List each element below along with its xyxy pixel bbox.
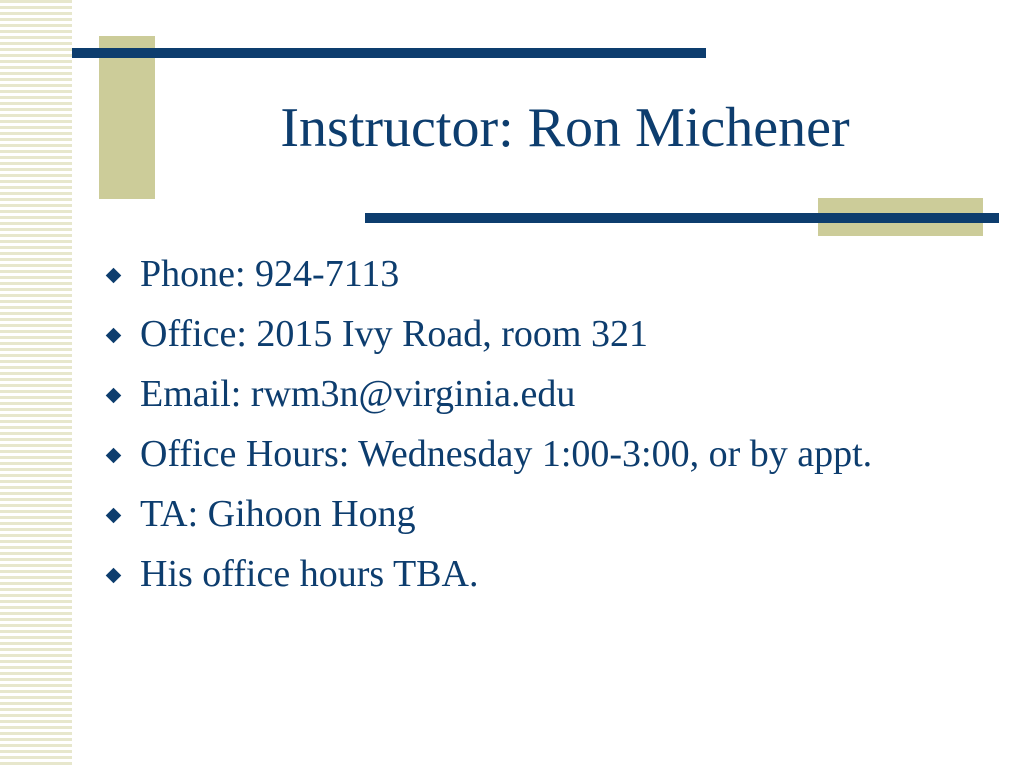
bullet-text-phone: Phone: 924-7113 (140, 253, 400, 295)
diamond-bullet-icon (106, 448, 122, 464)
diamond-bullet-icon (106, 268, 122, 284)
bullet-list (100, 250, 980, 610)
list-item (100, 370, 980, 419)
title-rule-bottom (365, 213, 999, 223)
list-item (100, 550, 980, 599)
bullet-text-office-hours: Office Hours: Wednesday 1:00-3:00, or by appt. (140, 433, 873, 475)
bullet-text-ta-hours: His office hours TBA. (140, 553, 479, 595)
slide-title: Instructor: Ron Michener (280, 97, 850, 159)
list-item (100, 430, 980, 479)
diamond-bullet-icon (106, 328, 122, 344)
list-item (100, 490, 980, 539)
bullet-text-email: Email: rwm3n@virginia.edu (140, 373, 576, 415)
decorative-stripe-band (0, 0, 72, 768)
title-rule-top (72, 48, 706, 58)
decorative-accent-block-top (99, 36, 155, 199)
bullet-text-ta: TA: Gihoon Hong (140, 493, 416, 535)
list-item (100, 250, 980, 299)
diamond-bullet-icon (106, 388, 122, 404)
diamond-bullet-icon (106, 508, 122, 524)
diamond-bullet-icon (106, 568, 122, 584)
list-item (100, 310, 980, 359)
bullet-text-office: Office: 2015 Ivy Road, room 321 (140, 313, 648, 355)
